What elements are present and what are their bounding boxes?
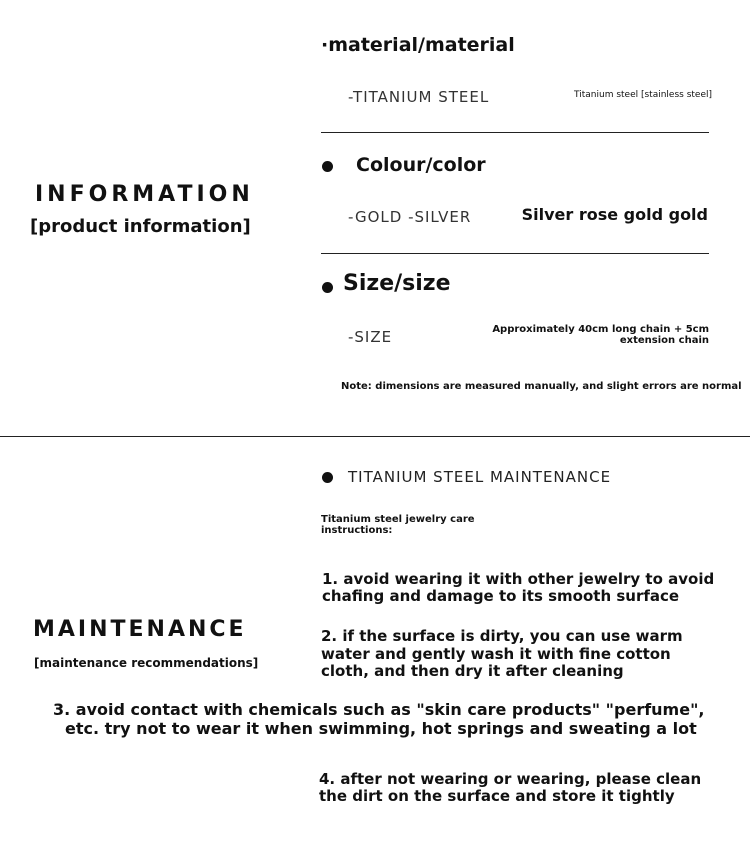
care-item-4-line2: the dirt on the surface and store it tightly xyxy=(319,787,675,805)
maintenance-title: TITANIUM STEEL MAINTENANCE xyxy=(348,468,612,486)
maintenance-subheading: [maintenance recommendations] xyxy=(34,656,259,670)
care-item-2-line2: water and gently wash it with fine cotton xyxy=(321,645,671,663)
care-item-2-line3: cloth, and then dry it after cleaning xyxy=(321,662,624,680)
size-label: -SIZE xyxy=(348,328,393,346)
information-subheading: [product information] xyxy=(30,216,251,237)
material-label: -TITANIUM STEEL xyxy=(348,88,490,106)
care-item-1-line1: 1. avoid wearing it with other jewelry to avoid xyxy=(322,570,715,588)
colour-value: Silver rose gold gold xyxy=(521,205,708,224)
care-instructions-line2: instructions: xyxy=(321,525,393,536)
divider xyxy=(321,132,709,133)
colour-label: -GOLD -SILVER xyxy=(348,208,472,226)
care-item-3-line1: 3. avoid contact with chemicals such as "skin care products" "perfume", xyxy=(53,700,705,719)
material-title: ·material/material xyxy=(321,34,515,56)
care-item-4-line1: 4. after not wearing or wearing, please clean xyxy=(319,770,702,788)
section-divider xyxy=(0,436,750,437)
size-title: Size/size xyxy=(343,271,451,296)
size-value-line1: Approximately 40cm long chain + 5cm xyxy=(492,324,709,335)
size-value-line2: extension chain xyxy=(619,335,709,346)
colour-title: Colour/color xyxy=(356,154,486,176)
bullet-icon xyxy=(322,472,333,483)
size-note: Note: dimensions are measured manually, and slight errors are normal xyxy=(341,381,742,392)
care-item-2-line1: 2. if the surface is dirty, you can use warm xyxy=(321,627,683,645)
bullet-icon xyxy=(322,161,333,172)
care-item-1-line2: chafing and damage to its smooth surface xyxy=(322,587,680,605)
maintenance-heading: MAINTENANCE xyxy=(33,617,247,642)
information-heading: INFORMATION xyxy=(35,182,254,207)
care-item-3-line2: etc. try not to wear it when swimming, hot springs and sweating a lot xyxy=(65,719,697,738)
bullet-icon xyxy=(322,282,333,293)
divider xyxy=(321,253,709,254)
care-instructions-line1: Titanium steel jewelry care xyxy=(321,514,475,525)
material-value: Titanium steel [stainless steel] xyxy=(574,90,712,100)
